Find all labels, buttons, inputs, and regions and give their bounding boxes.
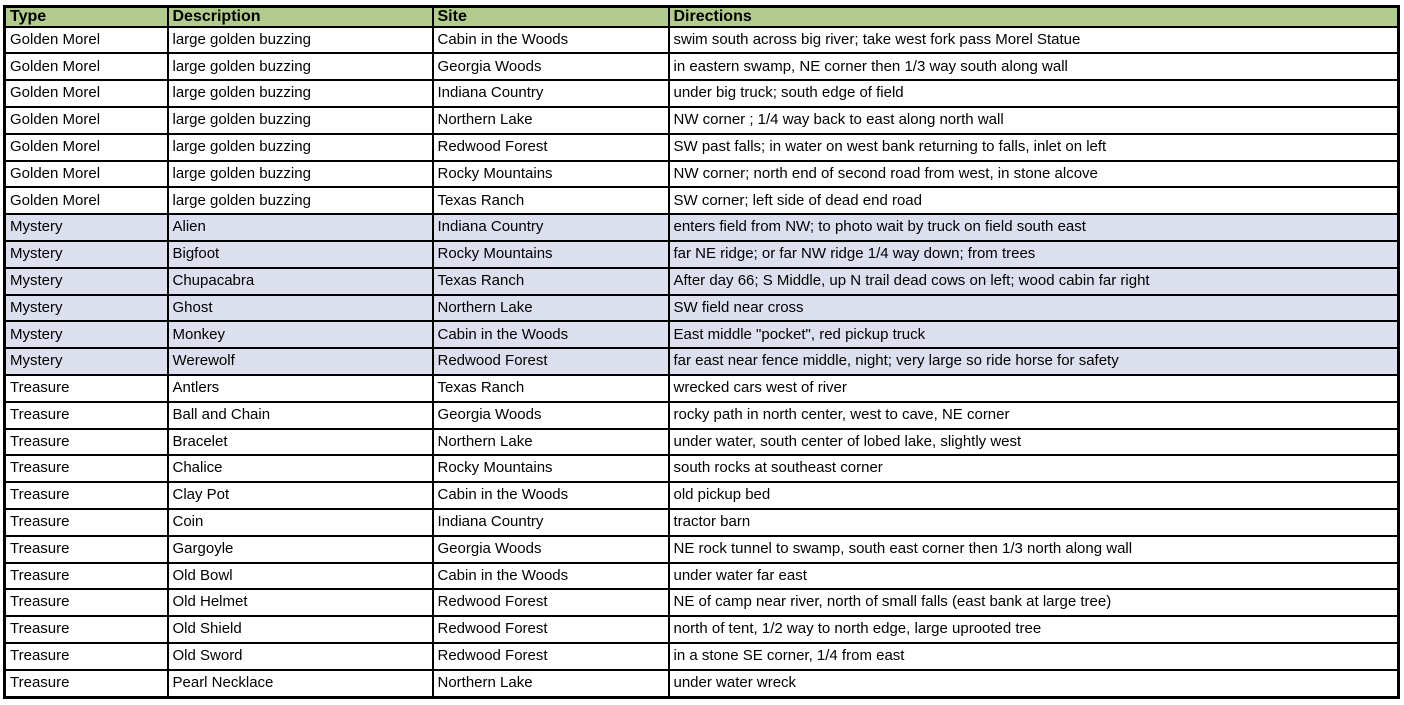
cell-site: Cabin in the Woods: [433, 321, 669, 348]
table-row: [5, 268, 1399, 295]
cell-type: Golden Morel: [5, 107, 168, 134]
cell-type: Golden Morel: [5, 27, 168, 54]
table-row: [5, 429, 1399, 456]
cell-description: large golden buzzing: [168, 107, 433, 134]
cell-directions: far east near fence middle, night; very large so ride horse for safety: [669, 348, 1399, 375]
cell-directions: south rocks at southeast corner: [669, 455, 1399, 482]
cell-type: Treasure: [5, 670, 168, 698]
table-row: [5, 241, 1399, 268]
table-row: [5, 509, 1399, 536]
table-row: [5, 80, 1399, 107]
cell-type: Mystery: [5, 241, 168, 268]
cell-type: Treasure: [5, 429, 168, 456]
table-row: [5, 53, 1399, 80]
cell-site: Redwood Forest: [433, 643, 669, 670]
cell-type: Golden Morel: [5, 80, 168, 107]
header-row: [5, 7, 1399, 27]
table-row: [5, 643, 1399, 670]
cell-directions: old pickup bed: [669, 482, 1399, 509]
table-row: [5, 27, 1399, 54]
cell-type: Treasure: [5, 643, 168, 670]
cell-directions: swim south across big river; take west fork pass Morel Statue: [669, 27, 1399, 54]
cell-type: Treasure: [5, 563, 168, 590]
cell-directions: NW corner ; 1/4 way back to east along north wall: [669, 107, 1399, 134]
cell-directions: NW corner; north end of second road from west, in stone alcove: [669, 161, 1399, 188]
cell-type: Golden Morel: [5, 134, 168, 161]
cell-site: Georgia Woods: [433, 53, 669, 80]
cell-description: Ghost: [168, 295, 433, 322]
table-row: [5, 616, 1399, 643]
column-header-site: Site: [433, 7, 669, 27]
cell-site: Indiana Country: [433, 509, 669, 536]
cell-type: Treasure: [5, 482, 168, 509]
cell-type: Mystery: [5, 214, 168, 241]
cell-type: Mystery: [5, 295, 168, 322]
table-row: [5, 295, 1399, 322]
cell-directions: enters field from NW; to photo wait by truck on field south east: [669, 214, 1399, 241]
cell-type: Golden Morel: [5, 161, 168, 188]
cell-site: Northern Lake: [433, 670, 669, 698]
cell-directions: in eastern swamp, NE corner then 1/3 way south along wall: [669, 53, 1399, 80]
table-row: [5, 348, 1399, 375]
table-row: [5, 670, 1399, 698]
cell-directions: under big truck; south edge of field: [669, 80, 1399, 107]
table-row: [5, 321, 1399, 348]
locations-table: [3, 5, 1400, 699]
cell-directions: NE rock tunnel to swamp, south east corner then 1/3 north along wall: [669, 536, 1399, 563]
cell-directions: in a stone SE corner, 1/4 from east: [669, 643, 1399, 670]
cell-description: Alien: [168, 214, 433, 241]
cell-site: Redwood Forest: [433, 348, 669, 375]
table-row: [5, 402, 1399, 429]
table-row: [5, 134, 1399, 161]
cell-type: Treasure: [5, 455, 168, 482]
cell-site: Redwood Forest: [433, 589, 669, 616]
cell-directions: under water far east: [669, 563, 1399, 590]
cell-site: Georgia Woods: [433, 536, 669, 563]
table-row: [5, 589, 1399, 616]
cell-description: Old Bowl: [168, 563, 433, 590]
cell-site: Texas Ranch: [433, 187, 669, 214]
cell-directions: north of tent, 1/2 way to north edge, large uprooted tree: [669, 616, 1399, 643]
table-row: [5, 214, 1399, 241]
cell-type: Mystery: [5, 268, 168, 295]
cell-description: large golden buzzing: [168, 134, 433, 161]
table-row: [5, 375, 1399, 402]
cell-site: Rocky Mountains: [433, 455, 669, 482]
cell-description: Monkey: [168, 321, 433, 348]
cell-description: Old Sword: [168, 643, 433, 670]
cell-description: Coin: [168, 509, 433, 536]
table-row: [5, 455, 1399, 482]
table-row: [5, 187, 1399, 214]
cell-description: Bracelet: [168, 429, 433, 456]
cell-directions: SW past falls; in water on west bank returning to falls, inlet on left: [669, 134, 1399, 161]
table-row: [5, 161, 1399, 188]
column-header-description: Description: [168, 7, 433, 27]
cell-directions: under water, south center of lobed lake, slightly west: [669, 429, 1399, 456]
cell-type: Treasure: [5, 375, 168, 402]
cell-directions: NE of camp near river, north of small falls (east bank at large tree): [669, 589, 1399, 616]
cell-site: Cabin in the Woods: [433, 563, 669, 590]
cell-directions: SW corner; left side of dead end road: [669, 187, 1399, 214]
table-row: [5, 563, 1399, 590]
cell-description: Bigfoot: [168, 241, 433, 268]
column-header-type: Type: [5, 7, 168, 27]
cell-site: Redwood Forest: [433, 134, 669, 161]
cell-directions: East middle "pocket", red pickup truck: [669, 321, 1399, 348]
cell-description: Werewolf: [168, 348, 433, 375]
cell-type: Golden Morel: [5, 187, 168, 214]
cell-description: Old Shield: [168, 616, 433, 643]
table-row: [5, 482, 1399, 509]
cell-description: large golden buzzing: [168, 80, 433, 107]
cell-site: Texas Ranch: [433, 268, 669, 295]
cell-description: large golden buzzing: [168, 187, 433, 214]
cell-directions: SW field near cross: [669, 295, 1399, 322]
cell-site: Texas Ranch: [433, 375, 669, 402]
cell-site: Cabin in the Woods: [433, 27, 669, 54]
cell-type: Treasure: [5, 509, 168, 536]
cell-description: Antlers: [168, 375, 433, 402]
cell-site: Northern Lake: [433, 295, 669, 322]
cell-site: Georgia Woods: [433, 402, 669, 429]
cell-directions: After day 66; S Middle, up N trail dead cows on left; wood cabin far right: [669, 268, 1399, 295]
cell-description: Clay Pot: [168, 482, 433, 509]
column-header-directions: Directions: [669, 7, 1399, 27]
cell-directions: wrecked cars west of river: [669, 375, 1399, 402]
cell-directions: tractor barn: [669, 509, 1399, 536]
cell-site: Northern Lake: [433, 107, 669, 134]
cell-type: Treasure: [5, 536, 168, 563]
cell-description: Gargoyle: [168, 536, 433, 563]
cell-description: Pearl Necklace: [168, 670, 433, 698]
cell-description: Chalice: [168, 455, 433, 482]
cell-directions: far NE ridge; or far NW ridge 1/4 way down; from trees: [669, 241, 1399, 268]
cell-site: Indiana Country: [433, 214, 669, 241]
cell-description: large golden buzzing: [168, 27, 433, 54]
cell-site: Rocky Mountains: [433, 161, 669, 188]
cell-description: Old Helmet: [168, 589, 433, 616]
cell-site: Indiana Country: [433, 80, 669, 107]
cell-type: Mystery: [5, 321, 168, 348]
cell-description: large golden buzzing: [168, 53, 433, 80]
cell-site: Rocky Mountains: [433, 241, 669, 268]
cell-type: Treasure: [5, 402, 168, 429]
cell-directions: rocky path in north center, west to cave, NE corner: [669, 402, 1399, 429]
cell-type: Treasure: [5, 616, 168, 643]
cell-site: Redwood Forest: [433, 616, 669, 643]
cell-description: Ball and Chain: [168, 402, 433, 429]
cell-directions: under water wreck: [669, 670, 1399, 698]
cell-description: large golden buzzing: [168, 161, 433, 188]
table-body: [5, 27, 1399, 698]
cell-description: Chupacabra: [168, 268, 433, 295]
table-row: [5, 536, 1399, 563]
table-row: [5, 107, 1399, 134]
cell-site: Cabin in the Woods: [433, 482, 669, 509]
cell-type: Golden Morel: [5, 53, 168, 80]
cell-type: Treasure: [5, 589, 168, 616]
cell-site: Northern Lake: [433, 429, 669, 456]
cell-type: Mystery: [5, 348, 168, 375]
